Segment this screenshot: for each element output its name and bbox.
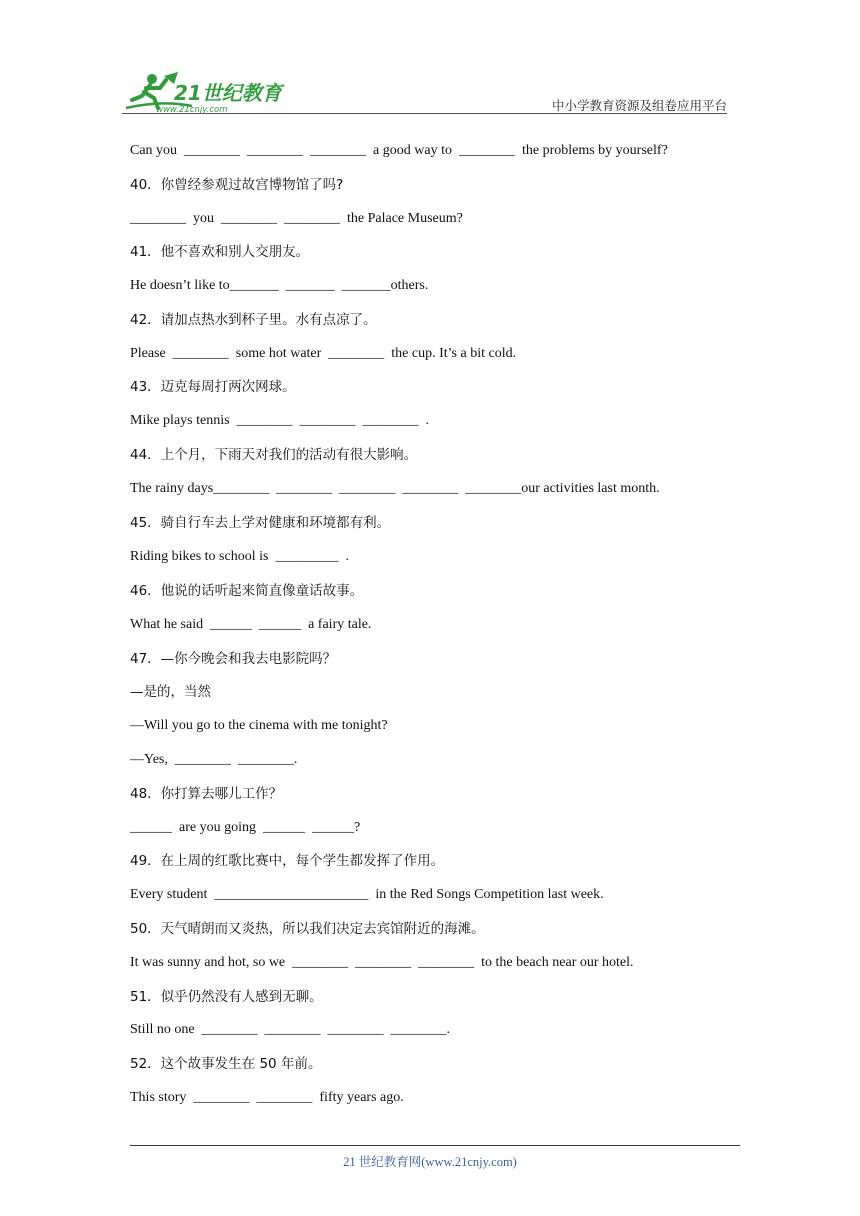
text-line: ______ are you going ______ ______?	[130, 820, 361, 835]
footer-divider	[130, 1145, 740, 1146]
text-line: —Will you go to the cinema with me tonight?	[130, 718, 388, 733]
question-line: 42．请加点热水到杯子里。水有点凉了。	[130, 312, 377, 328]
question-line: 52．这个故事发生在 50 年前。	[130, 1056, 322, 1072]
platform-tagline: 中小学教育资源及组卷应用平台	[551, 98, 727, 113]
logo-21cnjy	[122, 70, 297, 114]
text-line: Riding bikes to school is _________ .	[130, 549, 349, 564]
question-line: 49．在上周的红歌比赛中，每个学生都发挥了作用。	[130, 853, 445, 869]
text-line: —Yes, ________ ________.	[130, 752, 298, 767]
text-line: Please ________ some hot water ________ the cup. It’s a bit cold.	[130, 346, 517, 361]
question-line: 41．他不喜欢和别人交朋友。	[130, 244, 310, 260]
footer-link[interactable]: 21 世纪教育网(www.21cnjy.com)	[343, 1155, 517, 1169]
page-header	[122, 66, 727, 116]
text-line: Every student ______________________ in the Red Songs Competition last week.	[130, 887, 604, 902]
question-line: —是的，当然	[130, 684, 211, 700]
text-line: This story ________ ________ fifty years ago.	[130, 1090, 404, 1105]
text-line: The rainy days________ ________ ________ ________ ________our activities last month.	[130, 481, 660, 496]
text-line: Can you ________ ________ ________ a good way to ________ the problems by yourself?	[130, 143, 668, 158]
question-line: 45．骑自行车去上学对健康和环境都有利。	[130, 515, 391, 531]
question-line: 48．你打算去哪儿工作？	[130, 786, 283, 802]
svg-text:21世纪教育: 21世纪教育	[174, 81, 282, 105]
text-line: He doesn’t like to_______ _______ _______others.	[130, 278, 429, 293]
text-line: Still no one ________ ________ ________ ________.	[130, 1022, 451, 1037]
question-line: 50．天气晴朗而又炎热，所以我们决定去宾馆附近的海滩。	[130, 921, 485, 937]
question-line: 44．上个月，下雨天对我们的活动有很大影响。	[130, 447, 418, 463]
svg-text:www.21cnjy.com: www.21cnjy.com	[156, 105, 228, 114]
question-line: 43．迈克每周打两次网球。	[130, 379, 296, 395]
text-line: It was sunny and hot, so we ________ ________ ________ to the beach near our hotel.	[130, 955, 634, 970]
question-line: 51．似乎仍然没有人感到无聊。	[130, 989, 323, 1005]
question-line: 40．你曾经参观过故宫博物馆了吗?	[130, 177, 344, 193]
header-divider	[122, 113, 727, 114]
text-line: Mike plays tennis ________ ________ ________ .	[130, 413, 430, 428]
text-line: ________ you ________ ________ the Palace Museum?	[130, 211, 463, 226]
question-line: 46．他说的话听起来简直像童话故事。	[130, 583, 364, 599]
text-line: What he said ______ ______ a fairy tale.	[130, 617, 372, 632]
question-line: 47．—你今晚会和我去电影院吗？	[130, 651, 337, 667]
